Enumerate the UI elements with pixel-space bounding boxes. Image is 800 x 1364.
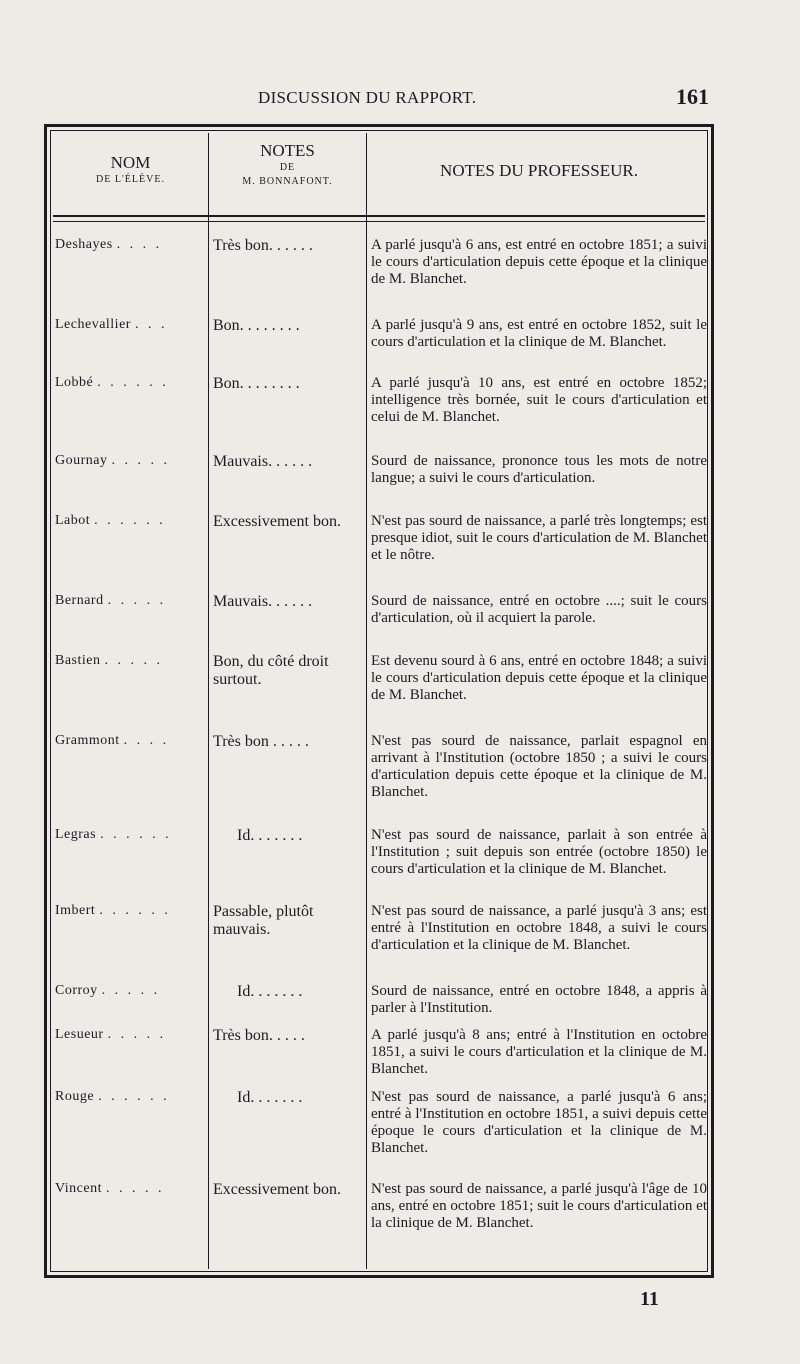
bonnafont-note: Id. . . . . . . xyxy=(237,983,303,1000)
student-name: Lechevallier xyxy=(55,317,131,332)
professor-note: N'est pas sourd de naissance, a parlé jusqu'à 6 ans; entré à l'Institution en octobre 1851, a suivi depuis cette époque le cours d'articulation et la clinique de M. Blanchet. xyxy=(371,1089,707,1156)
student-name: Corroy xyxy=(55,983,98,998)
signature-mark: 11 xyxy=(640,1288,659,1310)
professor-note: N'est pas sourd de naissance, a parlé jusqu'à 3 ans; est entré à l'Institution en octobre 1848, a suivi le cours d'articulation et la clinique de M. Blanchet. xyxy=(371,903,707,953)
student-name: Grammont xyxy=(55,733,120,748)
page-header xyxy=(0,84,800,118)
professor-note: A parlé jusqu'à 8 ans; entré à l'Institution en octobre 1851, a suivi le cours d'articulation et la clinique de M. Blanchet. xyxy=(371,1027,707,1077)
leader-dots: . . . . . . xyxy=(94,513,166,528)
header-divider xyxy=(53,221,705,222)
page-number: 161 xyxy=(676,84,709,109)
running-title: DISCUSSION DU RAPPORT. xyxy=(258,88,477,107)
bonnafont-note: Excessivement bon. xyxy=(213,513,341,530)
leader-dots: . . . . . xyxy=(111,453,170,468)
professor-note: N'est pas sourd de naissance, parlait espagnol en arrivant à l'Institution (octobre 1850 ; a suivi le cours d'articulation depuis cette époque et la clinique de M. Blanchet. xyxy=(371,733,707,800)
leader-dots: . . . xyxy=(134,317,168,332)
column-header-name: NOM DE L'ÉLÈVE. xyxy=(96,153,165,185)
leader-dots: . . . . . . xyxy=(97,375,169,390)
leader-dots: . . . . . xyxy=(105,1181,165,1196)
student-name: Imbert xyxy=(55,903,96,918)
bonnafont-note: Excessivement bon. xyxy=(213,1181,341,1198)
professor-note: Sourd de naissance, entré en octobre ....; suit le cours d'articulation, où il acquiert la parole. xyxy=(371,593,707,626)
professor-note: N'est pas sourd de naissance, a parlé très longtemps; est presque idiot, suit le cours d'articulation de M. Blanchet et le nôtre. xyxy=(371,513,707,563)
leader-dots: . . . . . . xyxy=(99,903,171,918)
student-name: Bastien xyxy=(55,653,101,668)
column-divider xyxy=(366,133,367,1269)
student-name: Legras xyxy=(55,827,97,842)
student-name: Labot xyxy=(55,513,91,528)
column-header-professor: NOTES DU PROFESSEUR. xyxy=(440,161,638,180)
leader-dots: . . . . . xyxy=(101,983,161,998)
bonnafont-note: Très bon. . . . . xyxy=(213,1027,305,1044)
professor-note: A parlé jusqu'à 9 ans, est entré en octobre 1852, suit le cours d'articulation et la clinique de M. Blanchet. xyxy=(371,317,707,350)
bonnafont-note: Très bon . . . . . xyxy=(213,733,309,750)
professor-note: N'est pas sourd de naissance, parlait à son entrée à l'Institution ; suit depuis son entrée (octobre 1850) le cours d'articulation et la clinique de M. Blanchet. xyxy=(371,827,707,877)
bonnafont-note: Très bon. . . . . . xyxy=(213,237,313,254)
bonnafont-note: Mauvais. . . . . . xyxy=(213,593,313,610)
bonnafont-note: Id. . . . . . . xyxy=(237,827,303,844)
leader-dots: . . . . . . xyxy=(100,827,172,842)
leader-dots: . . . . xyxy=(116,237,163,252)
bonnafont-note: Bon. . . . . . . . xyxy=(213,317,300,334)
student-name: Bernard xyxy=(55,593,104,608)
leader-dots: . . . . . xyxy=(104,653,163,668)
professor-note: N'est pas sourd de naissance, a parlé jusqu'à l'âge de 10 ans, entré en octobre 1851; suit le cours d'articulation et la clinique de M. Blanchet. xyxy=(371,1181,707,1231)
students-table xyxy=(44,124,714,1278)
professor-note: Est devenu sourd à 6 ans, entré en octobre 1848; a suivi le cours d'articulation depuis cette époque et la clinique de M. Blanchet. xyxy=(371,653,707,703)
column-header-notes: NOTES DE M. BONNAFONT. xyxy=(242,141,333,187)
header-divider xyxy=(53,215,705,217)
student-name: Vincent xyxy=(55,1181,102,1196)
leader-dots: . . . . . xyxy=(107,593,167,608)
bonnafont-note: Id. . . . . . . xyxy=(237,1089,303,1106)
leader-dots: . . . . xyxy=(123,733,170,748)
leader-dots: . . . . . . xyxy=(98,1089,170,1104)
column-divider xyxy=(208,133,209,1269)
bonnafont-note: Passable, plutôt mauvais. xyxy=(213,903,314,938)
professor-note: A parlé jusqu'à 10 ans, est entré en octobre 1852; intelligence très bornée, suit le cours d'articulation et celui de M. Blanchet. xyxy=(371,375,707,425)
bonnafont-note: Mauvais. . . . . . xyxy=(213,453,313,470)
student-name: Lobbé xyxy=(55,375,94,390)
student-name: Deshayes xyxy=(55,237,113,252)
student-name: Rouge xyxy=(55,1089,95,1104)
professor-note: Sourd de naissance, prononce tous les mots de notre langue; a suivi le cours d'articulation. xyxy=(371,453,707,486)
student-name: Gournay xyxy=(55,453,108,468)
student-name: Lesueur xyxy=(55,1027,104,1042)
professor-note: Sourd de naissance, entré en octobre 1848, a appris à parler à l'Institution. xyxy=(371,983,707,1016)
bonnafont-note: Bon. . . . . . . . xyxy=(213,375,300,392)
professor-note: A parlé jusqu'à 6 ans, est entré en octobre 1851; a suivi le cours d'articulation depuis cette époque et la clinique de M. Blanchet. xyxy=(371,237,707,287)
leader-dots: . . . . . xyxy=(107,1027,167,1042)
bonnafont-note: Bon, du côté droit surtout. xyxy=(213,653,329,688)
